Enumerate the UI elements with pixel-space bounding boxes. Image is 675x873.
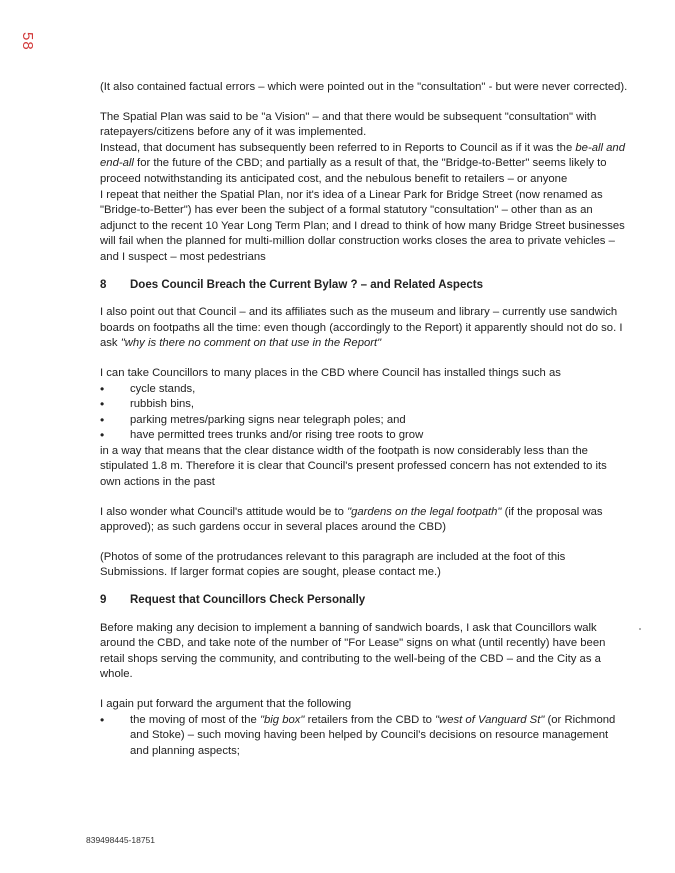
paragraph-walk-around-cbd: Before making any decision to implement a banning of sandwich boards, I ask that Councillors walk around the CBD, and take note of the number of "For Lease" signs on what (until recently) have been retail shops serving the community, and contributing to the well-being of the CBD – and the City as a whole. <box>100 621 606 681</box>
paragraph-footpath-width: in a way that means that the clear distance width of the footpath is now considerably less than the stipulated 1.8 m. Therefore it is clear that Council's present professed concern has not extended to its own actions in the past <box>100 444 607 489</box>
section-8-heading <box>100 278 628 294</box>
text-run: I also point out that Council – and its affiliates such as the museum and library – currently use sandwich boards on footpaths all the time: even though (accordingly to the Report) it apparently should not do so. I ask <box>100 306 623 350</box>
section-title: Request that Councillors Check Personally <box>130 594 366 607</box>
list-item: • have permitted trees trunks and/or rising tree roots to grow <box>100 428 628 444</box>
italic-quote: "big box" <box>259 713 305 726</box>
italic-quote: "west of Vanguard St" <box>435 713 545 726</box>
italic-quote: "gardens on the legal footpath" <box>347 505 502 518</box>
text-run: (or Richmond and Stoke) – such moving having been helped by Council's decisions on resource management and planning aspects; <box>130 713 616 757</box>
paragraph-spatial-plan-vision: The Spatial Plan was said to be "a Vision" – and that there would be subsequent "consultation" with ratepayers/citizens before any of it was implemented. <box>100 110 597 139</box>
section-title: Does Council Breach the Current Bylaw ? – and Related Aspects <box>130 278 483 291</box>
section-9-heading <box>100 593 628 609</box>
list-item <box>100 713 628 760</box>
bullet-list-obstructions <box>100 382 628 444</box>
paragraph-linear-park: I repeat that neither the Spatial Plan, nor it's idea of a Linear Park for Bridge Street (now renamed as "Bridge-to-Better") has ever been the subject of a formal statutory "consultation" – other than as an adjunct to the recent 10 Year Long Term Plan; and I dread to think of how many Bridge Street businesses will fail when the planned for multi-million dollar construction works closes the area to private vehicles – and I suspect – most pedestrians <box>100 188 625 263</box>
paragraph-council-sandwich-boards <box>100 305 628 352</box>
text-run: the moving of most of the <box>130 713 260 726</box>
list-item: • rubbish bins, <box>100 397 628 413</box>
section-number: 9 <box>100 594 107 607</box>
text-run: for the future of the CBD; and partially as a result of that, the "Bridge-to-Better" seems likely to proceed notwithstanding its anticipated cost, and the nebulous benefit to retailers – or anyone <box>100 157 607 185</box>
document-id: 839498445-18751 <box>86 835 156 845</box>
list-item: • parking metres/parking signs near telegraph poles; and <box>100 413 628 429</box>
document-body <box>100 80 628 759</box>
paragraph-installed-things: I can take Councillors to many places in the CBD where Council has installed things such as <box>100 366 561 379</box>
italic-phrase: be-all and end-all <box>100 141 625 170</box>
paragraph-gardens <box>100 505 628 536</box>
section-number: 8 <box>100 278 107 291</box>
page-number: 58 <box>19 32 36 51</box>
list-item: • cycle stands, <box>100 382 628 398</box>
paragraph-factual-errors: (It also contained factual errors – which were pointed out in the "consultation" - but were never corrected). <box>100 81 628 93</box>
paragraph-argument: I again put forward the argument that the following <box>100 698 352 710</box>
text-run: (if the proposal was approved); as such gardens occur in several places around the CBD) <box>100 505 603 534</box>
paragraph-spatial-plan-referred <box>100 141 628 188</box>
stray-mark <box>639 628 641 630</box>
text-run: I also wonder what Council's attitude would be to <box>100 505 348 518</box>
text-run: Instead, that document has subsequently been referred to in Reports to Council as if it was the <box>100 141 576 154</box>
paragraph-photos-note: (Photos of some of the protrudances relevant to this paragraph are included at the foot of this Submissions. If larger format copies are sought, please contact me.) <box>100 550 566 579</box>
text-run: retailers from the CBD to <box>304 713 436 726</box>
italic-quote: "why is there no comment on that use in the Report" <box>120 337 382 350</box>
bullet-list-arguments <box>100 713 628 760</box>
